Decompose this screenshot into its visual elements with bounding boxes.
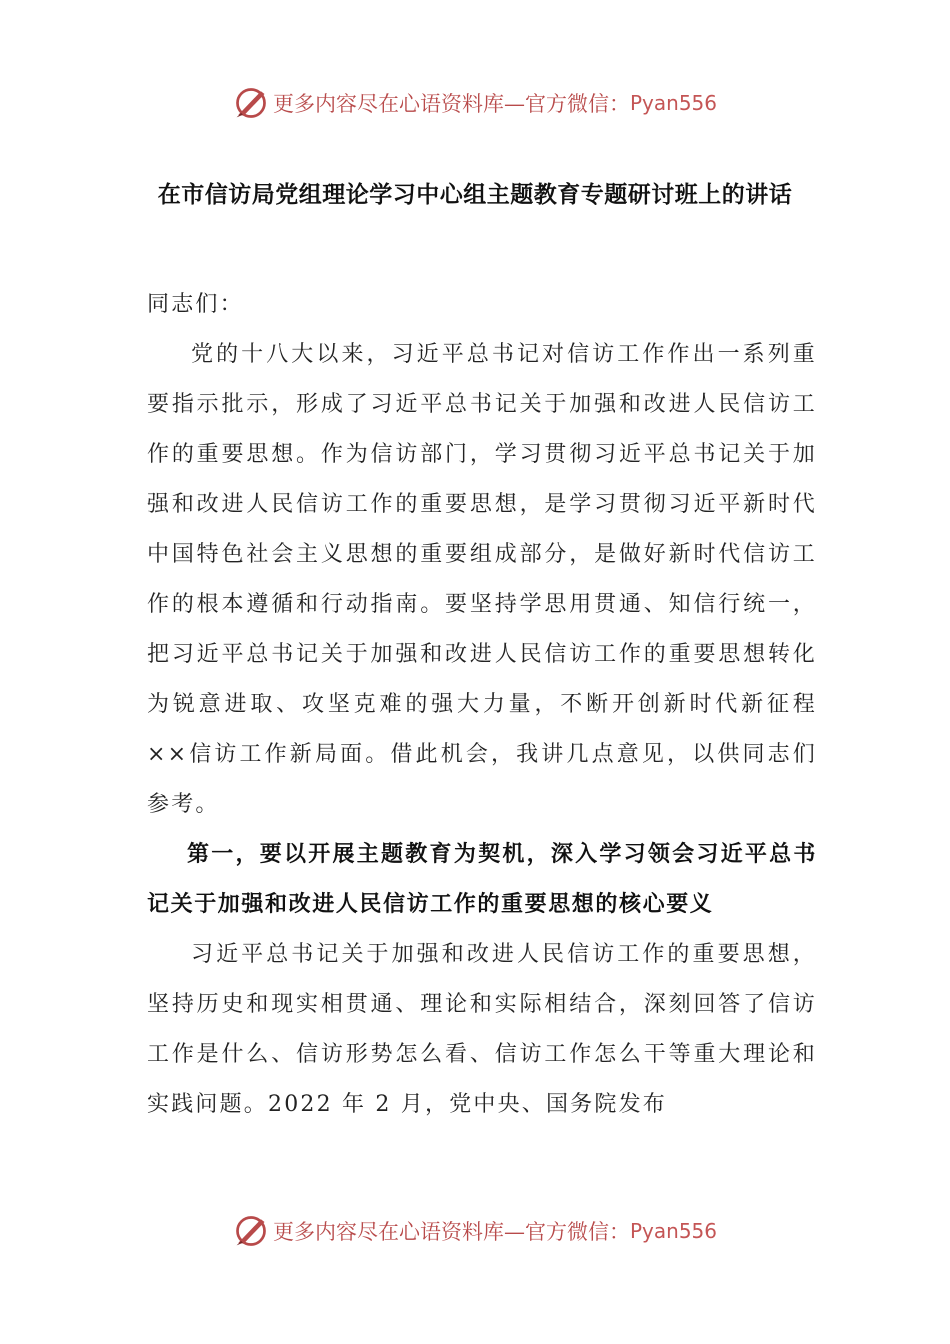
watermark-banner-top bbox=[0, 78, 950, 128]
section-paragraph: 习近平总书记关于加强和改进人民信访工作的重要思想，坚持历史和现实相贯通、理论和实际相结合，深刻回答了信访工作是什么、信访形势怎么看、信访工作怎么干等重大理论和实践问题。2022 年 2 月，党中央、国务院发布 bbox=[147, 942, 817, 1117]
document-title: 在市信访局党组理论学习中心组主题教育专题研讨班上的讲话 bbox=[157, 182, 793, 208]
salutation: 同志们： bbox=[147, 292, 244, 317]
intro-paragraph: 党的十八大以来，习近平总书记对信访工作作出一系列重要指示批示，形成了习近平总书记关于加强和改进人民信访工作的重要思想。作为信访部门，学习贯彻习近平总书记关于加强和改进人民信访工作的重要思想，是学习贯彻习近平新时代中国特色社会主义思想的重要组成部分，是做好新时代信访工作的根本遵循和行动指南。要坚持学思用贯通、知信行统一，把习近平总书记关于加强和改进人民信访工作的重要思想转化为锐意进取、攻坚克难的强大力量，不断开创新时代新征程××信访工作新局面。借此机会，我讲几点意见，以供同志们参考。 bbox=[147, 342, 817, 817]
section-heading: 第一，要以开展主题教育为契机，深入学习领会习近平总书记关于加强和改进人民信访工作的重要思想的核心要义 bbox=[147, 842, 817, 917]
watermark-text: 更多内容尽在心语资料库—官方微信： bbox=[272, 92, 630, 116]
watermark-wechat-id: Pyan556 bbox=[629, 1219, 717, 1243]
watermark-banner-bottom bbox=[0, 1206, 950, 1256]
watermark-text: 更多内容尽在心语资料库—官方微信： bbox=[272, 1220, 630, 1244]
document-body bbox=[147, 280, 817, 1130]
watermark-wechat-id: Pyan556 bbox=[629, 91, 717, 115]
pen-logo-icon bbox=[233, 85, 269, 121]
pen-logo-icon bbox=[233, 1213, 269, 1249]
